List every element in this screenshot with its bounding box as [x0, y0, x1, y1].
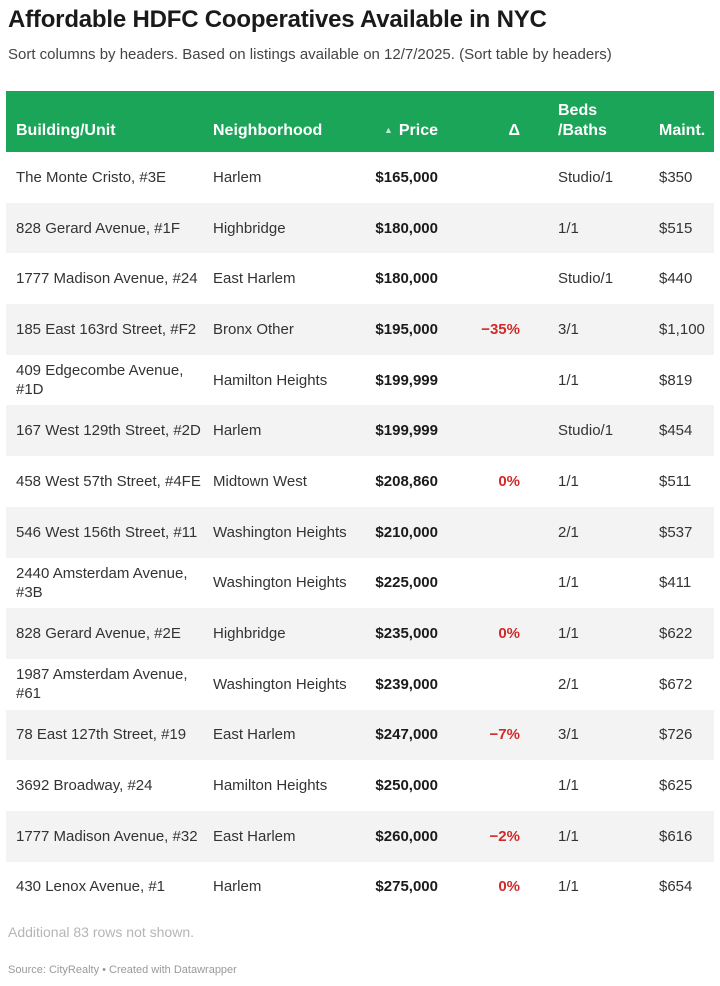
page-subtitle: Sort columns by headers. Based on listings available on 12/7/2025. (Sort table by headers)	[8, 46, 612, 63]
cell-delta	[438, 659, 520, 710]
cell-maintenance: $622	[659, 625, 693, 643]
table-row	[6, 152, 714, 203]
cell-neighborhood: East Harlem	[213, 827, 296, 845]
table-row	[6, 659, 714, 710]
column-header-beds[interactable]	[520, 91, 617, 152]
cell-delta: 0%	[498, 472, 520, 490]
cell-maintenance: $537	[659, 523, 693, 541]
cell-delta	[438, 253, 520, 304]
table-row	[6, 760, 714, 811]
cell-beds-baths: Studio/1	[558, 422, 614, 440]
cell-neighborhood: Harlem	[213, 878, 262, 896]
table-row	[6, 355, 714, 406]
cell-maintenance: $672	[659, 675, 693, 693]
cell-beds-baths: 1/1	[558, 827, 579, 845]
cell-beds-baths: 1/1	[558, 371, 579, 389]
cell-neighborhood: Harlem	[213, 168, 262, 186]
cell-price: $247,000	[375, 726, 438, 744]
column-header-neighborhood[interactable]: Neighborhood	[213, 122, 323, 139]
table-row	[6, 710, 714, 761]
cell-neighborhood: Hamilton Heights	[213, 371, 328, 389]
cell-maintenance: $819	[659, 371, 693, 389]
cell-beds-baths: 3/1	[558, 320, 579, 338]
table-row	[6, 811, 714, 862]
cell-delta	[438, 203, 520, 254]
cell-price: $199,999	[375, 422, 438, 440]
cell-delta: 0%	[498, 625, 520, 643]
cell-delta: 0%	[498, 878, 520, 896]
cell-price: $199,999	[375, 371, 438, 389]
cell-building: 78 East 127th Street, #19	[16, 726, 187, 744]
cell-building: 828 Gerard Avenue, #1F	[16, 219, 181, 237]
cell-maintenance: $411	[659, 574, 692, 592]
cell-neighborhood: Washington Heights	[213, 675, 347, 693]
column-header-building[interactable]: Building/Unit	[16, 122, 116, 139]
cell-maintenance: $511	[659, 472, 692, 490]
cell-maintenance: $515	[659, 219, 693, 237]
cell-beds-baths: 2/1	[558, 675, 579, 693]
table-body	[6, 152, 714, 912]
cell-beds-baths: 1/1	[558, 878, 579, 896]
cell-beds-baths: Studio/1	[558, 168, 614, 186]
column-header-price[interactable]: ▲ Price	[383, 122, 438, 139]
cell-delta	[438, 507, 520, 558]
cell-building: 167 West 129th Street, #2D	[16, 422, 201, 440]
cell-price: $165,000	[375, 168, 438, 186]
cell-building: 1987 Amsterdam Avenue, #61	[16, 666, 188, 703]
cell-maintenance: $440	[659, 270, 693, 288]
footnote: Additional 83 rows not shown.	[8, 924, 194, 940]
table-row	[6, 507, 714, 558]
listings-table	[6, 91, 714, 912]
cell-neighborhood: Harlem	[213, 422, 262, 440]
cell-building: 828 Gerard Avenue, #2E	[16, 625, 181, 643]
cell-price: $235,000	[375, 625, 438, 643]
cell-maintenance: $625	[659, 777, 693, 795]
cell-neighborhood: Washington Heights	[213, 574, 347, 592]
table-row	[6, 253, 714, 304]
cell-price: $195,000	[375, 320, 438, 338]
cell-beds-baths: 1/1	[558, 777, 579, 795]
cell-maintenance: $654	[659, 878, 693, 896]
cell-price: $239,000	[375, 675, 438, 693]
cell-building: The Monte Cristo, #3E	[16, 168, 167, 186]
table-row	[6, 558, 714, 609]
cell-delta: −2%	[489, 827, 520, 845]
cell-neighborhood: Washington Heights	[213, 523, 347, 541]
cell-beds-baths: 1/1	[558, 574, 579, 592]
cell-neighborhood: Midtown West	[213, 472, 307, 490]
cell-price: $250,000	[375, 777, 438, 795]
page-title: Affordable HDFC Cooperatives Available in NYC	[8, 6, 547, 33]
cell-beds-baths: 3/1	[558, 726, 579, 744]
column-header-maint[interactable]: Maint.	[659, 122, 706, 139]
cell-maintenance: $454	[659, 422, 693, 440]
cell-neighborhood: East Harlem	[213, 270, 296, 288]
cell-maintenance: $726	[659, 726, 693, 744]
cell-beds-baths: 1/1	[558, 472, 579, 490]
column-header-delta[interactable]: Δ	[508, 122, 520, 139]
cell-beds-baths: Studio/1	[558, 270, 614, 288]
cell-delta: −35%	[481, 320, 520, 338]
cell-building: 2440 Amsterdam Avenue, #3B	[16, 564, 188, 601]
cell-price: $180,000	[375, 219, 438, 237]
cell-building: 3692 Broadway, #24	[16, 777, 153, 795]
cell-neighborhood: Hamilton Heights	[213, 777, 328, 795]
table-row	[6, 456, 714, 507]
cell-delta	[438, 152, 520, 203]
cell-price: $225,000	[375, 574, 438, 592]
cell-price: $210,000	[375, 523, 438, 541]
cell-delta	[438, 760, 520, 811]
cell-delta: −7%	[489, 726, 520, 744]
cell-maintenance: $616	[659, 827, 693, 845]
cell-maintenance: $350	[659, 168, 693, 186]
cell-maintenance: $1,100	[659, 320, 705, 338]
table-row	[6, 203, 714, 254]
cell-delta	[438, 405, 520, 456]
cell-building: 458 West 57th Street, #4FE	[16, 472, 201, 490]
cell-price: $260,000	[375, 827, 438, 845]
cell-neighborhood: East Harlem	[213, 726, 296, 744]
cell-building: 1777 Madison Avenue, #24	[16, 270, 198, 288]
cell-beds-baths: 1/1	[558, 625, 579, 643]
cell-price: $208,860	[375, 472, 438, 490]
sort-ascending-icon: ▲	[383, 125, 393, 135]
cell-building: 430 Lenox Avenue, #1	[16, 878, 166, 896]
cell-delta	[438, 355, 520, 406]
cell-price: $275,000	[375, 878, 438, 896]
cell-neighborhood: Highbridge	[213, 625, 286, 643]
cell-building: 409 Edgecombe Avenue, #1D	[16, 362, 184, 399]
cell-price: $180,000	[375, 270, 438, 288]
table-row	[6, 405, 714, 456]
cell-neighborhood: Bronx Other	[213, 320, 294, 338]
table-header-row	[6, 91, 714, 152]
cell-beds-baths: 1/1	[558, 219, 579, 237]
table-row	[6, 862, 714, 913]
cell-building: 1777 Madison Avenue, #32	[16, 827, 198, 845]
cell-building: 185 East 163rd Street, #F2	[16, 320, 197, 338]
table-row	[6, 608, 714, 659]
table-row	[6, 304, 714, 355]
cell-delta	[438, 558, 520, 609]
source-credit: Source: CityRealty • Created with Datawrapper	[8, 964, 237, 976]
cell-beds-baths: 2/1	[558, 523, 579, 541]
cell-neighborhood: Highbridge	[213, 219, 286, 237]
beds-baths-label: Beds /Baths	[558, 102, 607, 139]
cell-building: 546 West 156th Street, #11	[16, 523, 198, 541]
